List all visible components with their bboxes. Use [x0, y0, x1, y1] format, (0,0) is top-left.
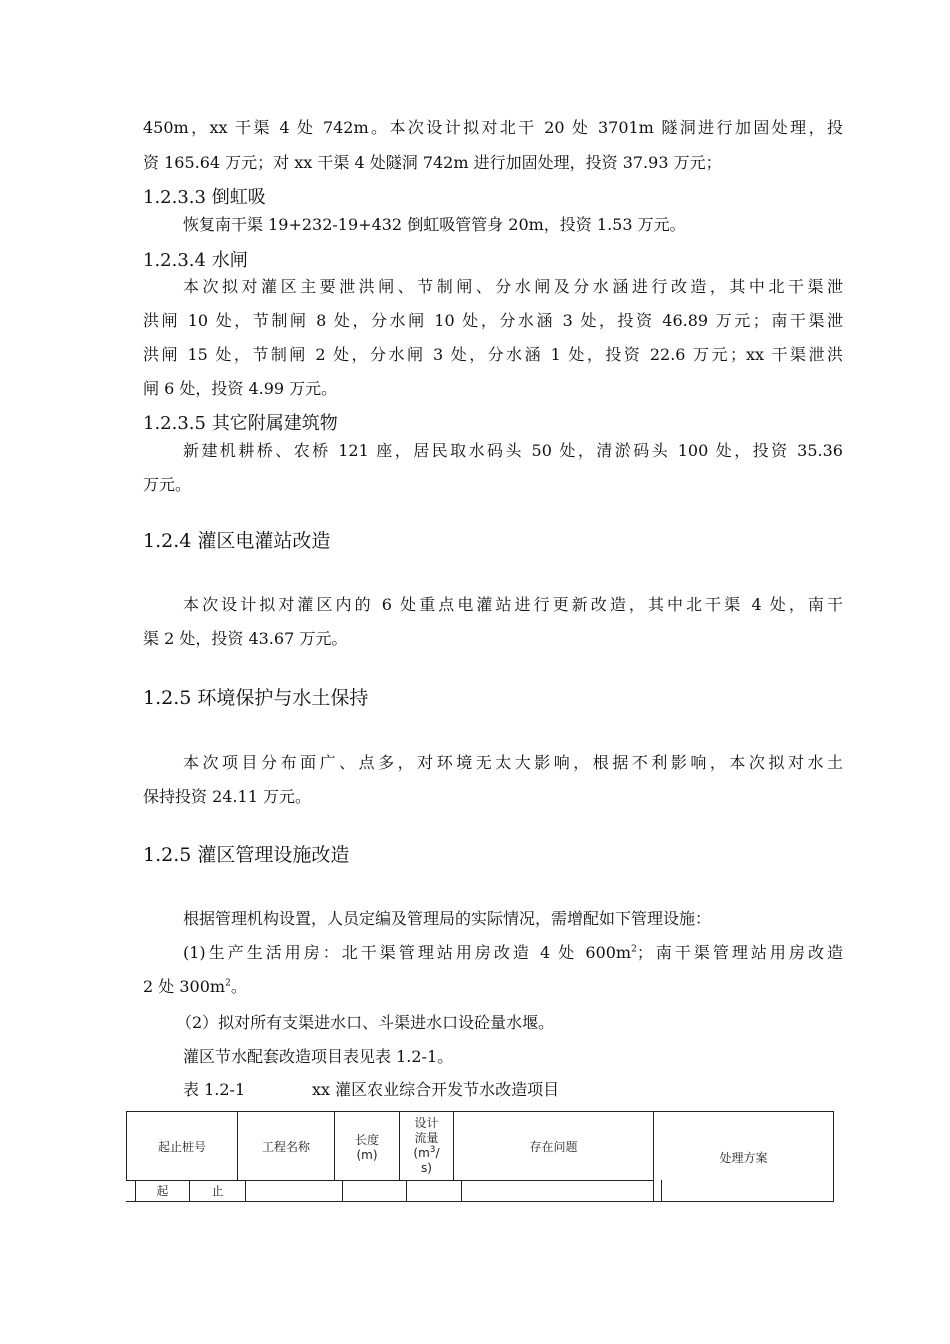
- paragraph-line: 本次项目分布面广、点多，对环境无太大影响，根据不利影响，本次拟对水土: [183, 753, 843, 772]
- header-problem: 存在问题: [529, 1140, 578, 1154]
- paragraph-line: 洪闸 10 处，节制闸 8 处，分水闸 10 处，分水涵 3 处，投资 46.89 万元；南干渠泄: [143, 311, 843, 330]
- section-heading-1-2-5-management: 1.2.5 灌区管理设施改造: [143, 844, 350, 866]
- text-span: /: [435, 1146, 440, 1160]
- section-heading-1-2-4: 1.2.4 灌区电灌站改造: [143, 530, 331, 552]
- paragraph-line: 本次拟对灌区主要泄洪闸、节制闸、分水闸及分水涵进行改造，其中北干渠泄: [183, 277, 843, 296]
- paragraph-line: [183, 943, 843, 963]
- header-project-name: 工程名称: [261, 1140, 310, 1154]
- paragraph-line: （2）拟对所有支渠进水口、斗渠进水口设砼量水堰。: [176, 1013, 555, 1032]
- text-span: 。: [230, 977, 247, 996]
- table-caption-number: 表 1.2-1: [183, 1080, 246, 1099]
- header-length: 长度: [354, 1133, 379, 1147]
- table-border: [245, 1180, 246, 1202]
- table-border: [406, 1180, 407, 1202]
- header-flow-line3: [400, 1146, 453, 1161]
- paragraph-line: 本次设计拟对灌区内的 6 处重点电灌站进行更新改造，其中北干渠 4 处，南干: [183, 595, 843, 614]
- table-border: [126, 1111, 834, 1112]
- section-heading-1-2-3-3: 1.2.3.3 倒虹吸: [143, 187, 266, 208]
- header-flow-line4: s): [421, 1161, 432, 1175]
- table-border: [126, 1180, 654, 1181]
- text-span: ；南干渠管理站用房改造: [636, 943, 843, 962]
- header-flow-line1: 设计: [414, 1116, 439, 1130]
- subheader-start: 起: [156, 1184, 169, 1198]
- table-border: [661, 1180, 662, 1202]
- paragraph-line: 新建机耕桥、农桥 121 座，居民取水码头 50 处，清淤码头 100 处，投资 35.36: [183, 441, 843, 460]
- section-heading-1-2-5-environment: 1.2.5 环境保护与水土保持: [143, 687, 369, 709]
- project-table: [126, 1111, 834, 1202]
- paragraph-line: 灌区节水配套改造项目表见表 1.2-1。: [183, 1047, 454, 1066]
- paragraph-line: 洪闸 15 处，节制闸 2 处，分水闸 3 处，分水涵 1 处，投资 22.6 万元；xx 干渠泄洪: [143, 345, 843, 364]
- subheader-end: 止: [211, 1184, 224, 1198]
- paragraph-line: 资 165.64 万元；对 xx 干渠 4 处隧洞 742m 进行加固处理，投资 37.93 万元；: [143, 153, 722, 172]
- paragraph-line: 根据管理机构设置，人员定编及管理局的实际情况，需增配如下管理设施：: [183, 909, 712, 928]
- table-caption-title: xx 灌区农业综合开发节水改造项目: [312, 1080, 560, 1099]
- table-border: [833, 1111, 834, 1202]
- header-length-unit: (m): [356, 1148, 378, 1162]
- superscript: 2: [631, 944, 637, 955]
- superscript: 3: [429, 1145, 436, 1155]
- paragraph-line: 闸 6 处，投资 4.99 万元。: [143, 379, 338, 398]
- table-border: [342, 1180, 343, 1202]
- text-span: 2 处 300m: [143, 977, 226, 996]
- paragraph-line: [143, 977, 843, 997]
- header-treatment-plan: 处理方案: [719, 1151, 768, 1165]
- header-stake: 起止桩号: [157, 1140, 206, 1154]
- text-span: (1)生产生活用房：北干渠管理站用房改造 4 处 600m: [183, 943, 632, 962]
- section-heading-1-2-3-4: 1.2.3.4 水闸: [143, 250, 248, 271]
- table-border: [461, 1180, 462, 1202]
- superscript: 2: [225, 978, 231, 989]
- section-heading-1-2-3-5: 1.2.3.5 其它附属建筑物: [143, 413, 338, 434]
- table-border: [126, 1201, 834, 1202]
- header-flow-line2: 流量: [414, 1131, 439, 1145]
- paragraph-line: 保持投资 24.11 万元。: [143, 787, 311, 806]
- paragraph-line: 渠 2 处，投资 43.67 万元。: [143, 629, 348, 648]
- paragraph-line: 万元。: [143, 475, 192, 494]
- text-span: (m: [413, 1146, 430, 1160]
- paragraph-line: 恢复南干渠 19+232-19+432 倒虹吸管管身 20m，投资 1.53 万元。: [183, 215, 686, 234]
- paragraph-line: 450m，xx 干渠 4 处 742m。本次设计拟对北干 20 处 3701m 隧洞进行加固处理，投: [143, 118, 843, 137]
